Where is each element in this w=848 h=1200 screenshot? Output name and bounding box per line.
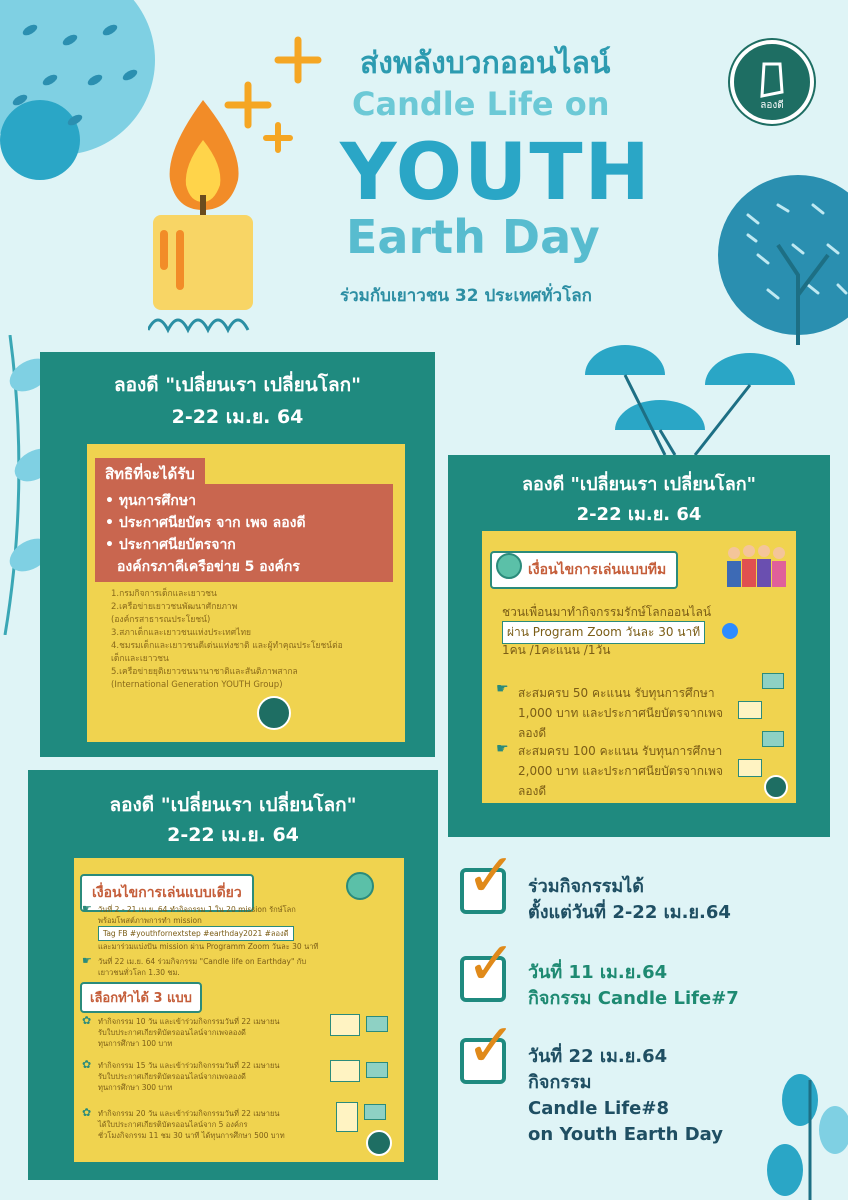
team-intro-1: ชวนเพื่อนมาทำกิจกรรมรักษ์โลกออนไลน์ [502,605,712,619]
hand-logo-icon [734,44,810,120]
rule-line: พร้อมโพสต์ภาพการทำ mission [98,916,202,925]
panel-team-rules [448,455,830,837]
benefit-item: • ประกาศนียบัตรจาก [105,537,236,553]
rule-line: วันที่ 2 - 21 เม.ย. 64 ทำกิจกรรม 1 ใน 20 mission รักษ์โลก [98,905,296,914]
solo-rule-1 [98,904,318,952]
reward-1-line: สะสมครบ 50 คะแนน รับทุนการศึกษา [518,686,715,700]
benefit-item: • ทุนการศึกษา [105,493,196,509]
rule-line: วันที่ 22 เม.ย. 64 ร่วมกิจกรรม "Candle life on Earthday" กับ [98,957,307,966]
checkbox-icon [460,1011,517,1084]
envelope-icon [366,1016,388,1032]
choose-heading: เลือกทำได้ 3 แบบ [80,982,202,1013]
decor-leaves-bottom-right [740,1060,848,1200]
reward-1 [518,683,723,743]
pointing-hand-icon: ☛ [496,681,509,697]
option-line: ชั่วโมงกิจกรรม 11 ชม 30 นาที ได้ทุนการศึกษา 500 บาท [98,1131,285,1140]
org-item: 5.เครือข่ายยุติเยาวชนนานาชาติและสันติภาพสากล [111,667,298,677]
headline-youth: YOUTH [340,128,652,218]
panel-title: ลองดี "เปลี่ยนเรา เปลี่ยนโลก" [109,794,357,816]
small-logo-icon [366,1130,392,1156]
checkbox-icon [460,841,517,914]
panel-benefits [40,352,435,757]
headline-subtitle: ร่วมกับเยาวชน 32 ประเทศทั่วโลก [340,286,592,306]
checkbox-icon [460,929,517,1002]
candle-icon [148,30,328,340]
panel-date: 2-22 เม.ย. 64 [167,824,299,846]
certificate-icon [330,1060,360,1082]
team-intro-2: ผ่าน Program Zoom วันละ 30 นาที [502,621,705,644]
certificate-icon [738,759,762,777]
panel-solo-rules [28,770,438,1180]
pointing-hand-icon: ☛ [496,741,509,757]
option-line: ทำกิจกรรม 10 วัน และเข้าร่วมกิจกรรมวันที่ 22 เมษายน [98,1017,280,1026]
reward-2-line: 2,000 บาท และประกาศนียบัตรจากเพจ [518,764,724,778]
org-item: 3.สภาเด็กและเยาวชนแห่งประเทศไทย [111,628,252,638]
checklist-line: กิจกรรม Candle Life#7 [528,988,739,1009]
people-group-icon [724,539,794,589]
certificate-icon [738,701,762,719]
checklist-line: ตั้งแต่วันที่ 2-22 เม.ย.64 [528,902,731,923]
org-item: 4.ชมรมเด็กและเยาวชนดีเด่นแห่งชาติ และผู้ทำคุณประโยชน์ต่อ [111,641,343,651]
envelope-icon [762,673,784,689]
checklist-item-3 [528,1044,723,1148]
headline-thai: ส่งพลังบวกออนไลน์ [360,46,611,81]
team-card [482,531,796,803]
checklist-line: ร่วมกิจกรรมได้ [528,876,644,897]
checklist-line: Candle Life#8 [528,1098,669,1119]
checklist-line: กิจกรรม [528,1072,592,1093]
benefit-heading: สิทธิที่จะได้รับ [95,458,205,490]
reward-1-line: ลองดี [518,726,547,740]
headline-candle-life: Candle Life on [352,85,610,123]
team-intro-3: 1คน /1คะแนน /1วัน [502,643,611,657]
globe-icon [496,553,522,579]
checklist-line: วันที่ 22 เม.ย.64 [528,1046,668,1067]
checklist-line: on Youth Earth Day [528,1124,723,1145]
envelope-icon [762,731,784,747]
option-line: ทุนการศึกษา 100 บาท [98,1039,173,1048]
option-2 [98,1060,279,1093]
org-list [111,588,401,692]
org-item: 2.เครือข่ายเยาวชนพัฒนาศักยภาพ [111,602,238,612]
option-line: ทำกิจกรรม 15 วัน และเข้าร่วมกิจกรรมวันที่ 22 เมษายน [98,1061,280,1070]
rule-line: และมาร่วมแบ่งปัน mission ผ่าน Programm Zoom วันละ 30 นาที [98,942,319,951]
logo-text: ลองดี [760,100,784,111]
envelope-icon [364,1104,386,1120]
small-logo-icon [257,696,291,730]
solo-rule-2 [98,956,306,978]
org-item: (International Generation YOUTH Group) [111,680,283,690]
org-item: 1.กรมกิจการเด็กและเยาวชน [111,589,217,599]
globe-icon [346,872,374,900]
reward-2-line: สะสมครบ 100 คะแนน รับทุนการศึกษา [518,744,723,758]
benefits-card [87,444,405,742]
option-line: รับใบประกาศเกียรติบัตรออนไลน์จากเพจลองดี [98,1028,246,1037]
panel-date: 2-22 เม.ย. 64 [171,406,304,428]
option-3 [98,1108,285,1141]
rule-line: เยาวชนทั่วโลก 1.30 ชม. [98,968,180,977]
leaf-bullet-icon: ✿ [82,1014,92,1027]
checklist-line: วันที่ 11 เม.ย.64 [528,962,668,983]
solo-heading: เงื่อนไขการเล่นแบบเดี่ยว [80,874,254,912]
reward-2 [518,741,723,801]
zoom-icon [722,623,738,639]
leaf-bullet-icon: ✿ [82,1058,92,1071]
team-heading: เงื่อนไขการเล่นแบบทีม [490,551,678,589]
certificate-icon [330,1014,360,1036]
org-item: เด็กและเยาวชน [111,654,169,664]
checkmark-icon: ✓ [466,929,517,999]
option-line: รับใบประกาศเกียรติบัตรออนไลน์จากเพจลองดี [98,1072,246,1081]
option-1 [98,1016,279,1049]
panel-title: ลองดี "เปลี่ยนเรา เปลี่ยนโลก" [113,374,362,396]
leaf-bullet-icon: ✿ [82,1106,92,1119]
small-logo-icon [764,775,788,799]
option-line: ทำกิจกรรม 20 วัน และเข้าร่วมกิจกรรมวันที่ 22 เมษายน [98,1109,280,1118]
pointing-hand-icon: ☛ [82,954,92,967]
panel-date: 2-22 เม.ย. 64 [576,504,702,525]
reward-2-line: ลองดี [518,784,547,798]
solo-card [74,858,404,1162]
benefit-item: • ประกาศนียบัตร จาก เพจ ลองดี [105,515,306,531]
checklist-item-2 [528,960,739,1012]
decor-tree-right [718,175,848,345]
logo-badge [730,40,814,124]
panel-title: ลองดี "เปลี่ยนเรา เปลี่ยนโลก" [521,474,757,495]
rule-tag-line: Tag FB #youthfornextstep #earthday2021 #ลองดี [98,926,294,941]
pointing-hand-icon: ☛ [82,902,92,915]
headline-earth-day: Earth Day [346,210,600,264]
decor-umbrella-trees [575,335,815,455]
benefits-list [95,484,393,582]
benefit-item: องค์กรภาคีเครือข่าย 5 องค์กร [117,559,300,575]
checkmark-icon: ✓ [466,841,517,911]
envelope-icon [366,1062,388,1078]
decor-leaves-top-left [0,0,170,180]
option-line: ทุนการศึกษา 300 บาท [98,1083,173,1092]
checkmark-icon: ✓ [466,1011,517,1081]
checklist-item-1 [528,874,731,926]
reward-1-line: 1,000 บาท และประกาศนียบัตรจากเพจ [518,706,724,720]
certificate-icon [336,1102,358,1132]
option-line: ได้ใบประกาศเกียรติบัตรออนไลน์จาก 5 องค์กร [98,1120,248,1129]
org-item: (องค์กรสาธารณประโยชน์) [111,615,211,625]
